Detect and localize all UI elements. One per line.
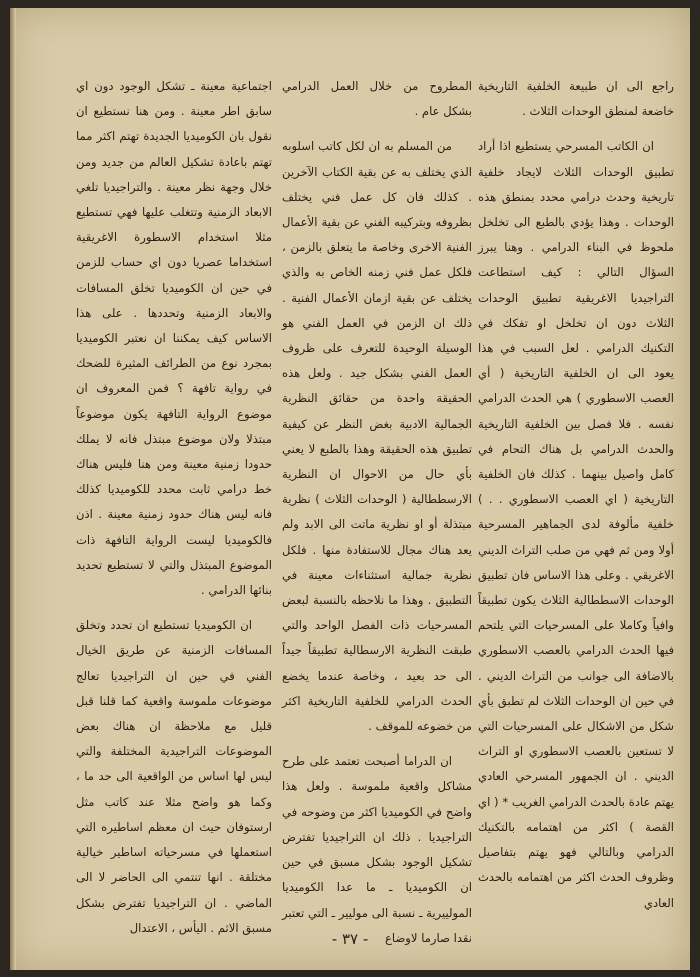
paragraph: راجع الى ان طبيعة الخلفية التاريخية خاضعة لمنطق الوحدات الثلاث . (478, 79, 674, 119)
page-spine-shadow (10, 8, 16, 970)
paragraph: المطروح من خلال العمل الدرامي بشكل عام . (282, 79, 472, 119)
paragraph: من المسلم به ان لكل كاتب اسلوبه الذي يختلف به عن بقية الكتاب الآخرين . كذلك فان كل عمل فني يختلف بظروفه وبتركيبه الفني عن بقية الأعمال الفنية الاخرى وخاصة ما يتعلق بالزمن ، فلكل عمل فني زمنه الخاص به والذي يختلف عن بقية ازمان الأعمال الفنية . ذلك ان الزمن في العمل الفني هو الوسيلة الوحيدة للتعرف على ظروف العمل الفني بشكل جيد . ولعل هذه الحقيقة واحدة من حقائق النظرية الجمالية الادبية بغض النظر عن كيفية تطبيق هذه الحقيقة وهذا بالطبع لا يعني بأي حال من الاحوال ان النظرية الارسططالية ( الوحدات الثلاث ) نظرية مبتذلة أو او نظرية ماتت الى الابد ولم يعد هناك مجال للاستفادة منها . فلكل نظرية جمالية استثناءات معينة في التطبيق . وهذا ما نلاحظه بالنسبة لبعض المسرحيات ذات الفصل الواحد والتي طبقت النظرية الارسطالية تطبيقاً جيداً الى حد بعيد ، وخاصة عندما يخضع الحدث الدرامي للخلفية التاريخية اكثر من خضوعه للموقف . (282, 139, 472, 734)
page-number: - ٣٧ - (331, 930, 369, 948)
paragraph: اجتماعية معينة ـ تشكل الوجود دون اي سابق اطر معينة . ومن هنا نستطيع ان نقول بان الكوميديا الجديدة تهتم اكثر مما تهتم باعادة تشكيل العالم من جديد ومن خلال وجهة نظر معينة . والتراجيديا تلغي الابعاد الزمنية وتتغلب عليها فهي تستطيع مثلا استخدام الاسطورة الاغريقية استخداما عصريا دون اي حساب للزمن في حين ان الكوميديا تخلق المسافات والابعاد الزمنية وتحددها . على هذا الاساس كيف يمكننا ان نعتبر الكوميديا بمجرد نوع من الطرائف المثيرة للضحك في رواية تافهة ؟ فمن المعروف ان موضوع الرواية التافهة يكون موضوعاً مبتذلا ولان موضوع مبتذل فانه لا يملك حدودا زمنية معينة ومن هنا فليس هناك خط درامي ثابت محدد للكوميديا كذلك فانه ليس هناك حدود زمنية معينة . اذن فالكوميديا ليست الرواية التافهة ذات الموضوع المبتذل والتي لا تستطيع تحديد بنائها الدرامي . (76, 79, 272, 598)
paragraph: ان الكاتب المسرحي يستطيع اذا أراد تطبيق الوحدات الثلاث لايجاد خلفية تاريخية وحدث درامي محدد بمنطق هذه الوحدات . وهذا يؤدي بالطبع الى تخلخل ملحوظ في البناء الدرامي . وهنا يبرز السؤال التالي : كيف استطاعت التراجيديا الاغريقية تطبيق الوحدات الثلاث دون ان تخلخل او تفكك في التكنيك الدرامي . لعل السبب في هذا يعود الى ان الخلفية التاريخية ( أي العصب الاسطوري ) هي الحدث الدرامي نفسه . فلا فصل بين الخلفية التاريخية والحدث الدرامي بل هناك التحام في كامل واصيل بينهما . كذلك فان الخلفية التاريخية ( اي العصب الاسطوري . . ) خلفية مألوفة لدى الجماهير المسرحية أولا ومن ثم فهي من صلب التراث الديني الاغريقي . وعلى هذا الاساس فان تطبيق الوحدات الاسططالية الثلاث يكون تطبيقاً وافياً وكاملا على المسرحيات التي يلتحم فيها الحدث الدرامي بالعصب الاسطوري بالاضافة الى جوانب من التراث الديني . في حين ان الوحدات الثلاث لم تطبق بأي شكل من الاشكال على المسرحيات التي لا تستعين بالعصب الاسطوري او التراث الديني . ان الجمهور المسرحي العادي يهتم عادة بالحدث الدرامي الغريب * ( اي القصة ) اكثر من اهتمامه بالتكنيك الدرامي وبالتالي فهو يهتم بتفاصيل وظروف الحدث اكثر من اهتمامه بالحدث العادي (478, 139, 674, 910)
text-column-right (478, 74, 674, 914)
paragraph: ان الكوميديا تستطيع ان تحدد وتخلق المسافات الزمنية عن طريق الخيال الفني في حين ان التراجيديا تعالج موضوعات ملموسة واقعية كما قلنا قبل قليل مع ملاحظة ان هناك بعض الموضوعات التراجيدية المختلفة والتي ليس لها اساس من الواقعية الى حد ما ، وكما هو واضح مثلا عند كاتب مثل ارستوفان حيث ان معظم اساطيره التي استعملها في مسرحياته اساطير خيالية مختلقة . انها تنتمي الى الحاضر لا الى الماضي . ان التراجيديا تفترض بشكل مسبق الاثم . اليأس ، الاعتدال (76, 618, 272, 935)
paragraph: ان الدراما أصبحت تعتمد على طرح مشاكل واقعية ملموسة . ولعل هذا واضح في الكوميديا اكثر من وضوحه في التراجيديا . ذلك ان التراجيديا تفترض تشكيل الوجود بشكل مسبق في حين ان الكوميديا ـ ما عدا الكوميديا المولييرية ـ نسبة الى موليير ـ التي تعتبر نقدا صارما لاوضاع (282, 754, 472, 945)
page-scan (10, 8, 690, 970)
text-column-left (76, 74, 272, 935)
